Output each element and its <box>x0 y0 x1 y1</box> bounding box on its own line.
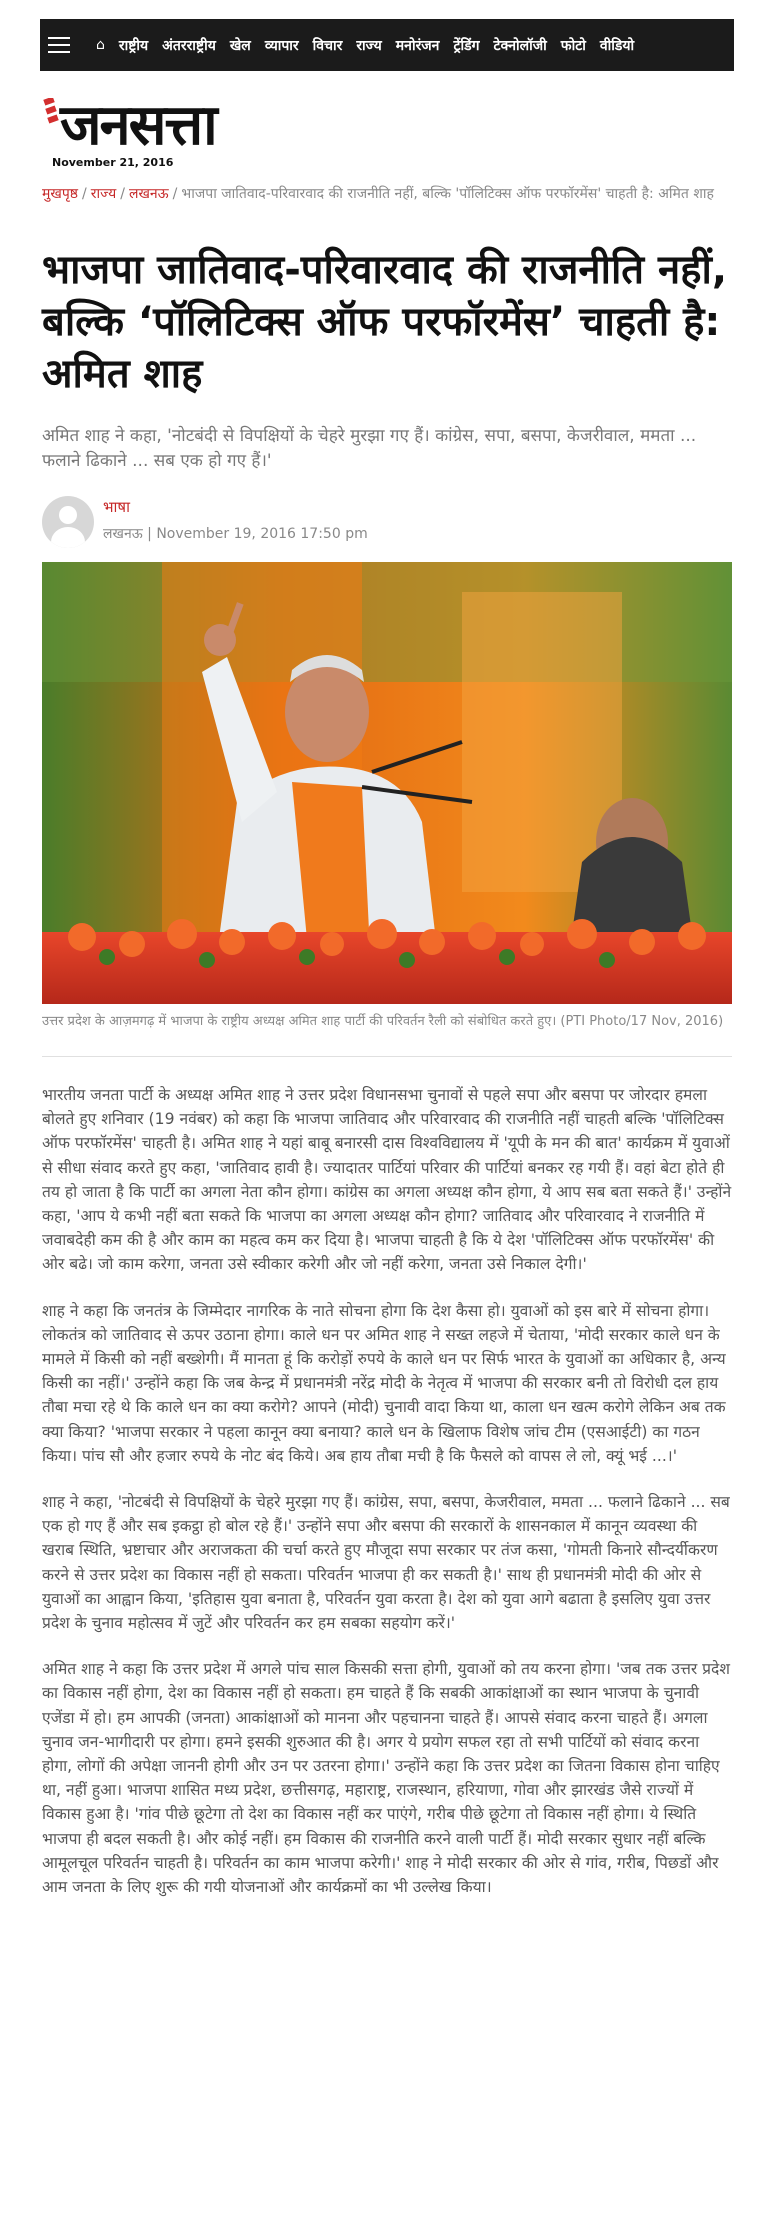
breadcrumb-home[interactable]: मुखपृष्ठ <box>42 186 79 202</box>
author-name[interactable]: भाषा <box>103 498 130 516</box>
article-body <box>42 1083 732 1921</box>
article-paragraph: भारतीय जनता पार्टी के अध्यक्ष अमित शाह ने उत्तर प्रदेश विधानसभा चुनावों से पहले सपा और बसपा पर जोरदार हमला बोलते हुए शनिवार (19 नवंबर) को कहा कि भाजपा जातिवाद और परिवारवाद की राजनीति नहीं चाहती बल्कि 'पॉलिटिक्स ऑफ परफॉरमेंस' चाहती है। अमित शाह ने यहां बाबू बनारसी दास विश्वविद्यालय में 'यूपी के मन की बात' कार्यक्रम में युवाओं से सीधा संवाद करते हुए कहा, 'जातिवाद हावी है। ज्यादातर पार्टियां परिवार की पार्टियां बनकर रह गयी हैं। वहां बेटा होते ही तय हो जाता है कि पार्टी का अगला नेता कौन होगा। कांग्रेस का अगला अध्यक्ष कौन होगा, ये आप सब बता सकते हैं।' उन्होंने कहा, 'आप ये कभी नहीं बता सकते कि भाजपा का अगला अध्यक्ष कौन होगा? जातिवाद और परिवारवाद ने राजनीति में जवाबदेही कम की है और काम का महत्व कम कर दिया है। भाजपा चाहती है कि ये देश 'पॉलिटिक्स ऑफ परफॉरमेंस' की ओर बढे। जो काम करेगा, जनता उसे स्वीकार करेगी और जो नहीं करेगा, जनता उसे निकाल देगी।' <box>42 1086 732 1274</box>
nav-item-state[interactable]: राज्य <box>356 37 382 54</box>
article-paragraph: शाह ने कहा कि जनतंत्र के जिम्मेदार नागरिक के नाते सोचना होगा कि देश कैसा हो। युवाओं को इस बारे में सोचना होगा। लोकतंत्र को जातिवाद से ऊपर उठाना होगा। काले धन पर अमित शाह ने सख्त लहजे में चेताया, 'मोदी सरकार काले धन के मामले में किसी को नहीं बख्शेगी। मैं मानता हूं कि करोड़ों रुपये के काले धन पर सिर्फ भारत के युवाओं का अधिकार है, अन्य किसी का नहीं।' उन्होंने कहा कि जब केन्द्र में प्रधानमंत्री नरेंद्र मोदी के नेतृत्व में भाजपा की सरकार बनी तो विरोधी दल हाय तौबा मचा रहे थे कि काले धन का क्या करोगे? आपने (मोदी) चुनावी वादा किया था, काला धन खत्म करोगे लेकिन अब तक क्या किया? 'भाजपा सरकार ने पहला कानून क्या बनाया? काले धन के खिलाफ विशेष जांच टीम (एसआईटी) का गठन किया। पांच सौ और हजार रुपये के नोट बंद किये। अब हाय तौबा मची है कि फैसले को वापस ले लो, क्यूं भई ...।' <box>42 1301 726 1465</box>
nav-item-photo[interactable]: फोटो <box>560 37 586 54</box>
nav-item-entertainment[interactable]: मनोरंजन <box>395 37 440 54</box>
article-summary: अमित शाह ने कहा, 'नोटबंदी से विपक्षियों के चेहरे मुरझा गए हैं। कांग्रेस, सपा, बसपा, केजरीवाल, ममता ... फलाने ढिकाने ... सब एक हो गए हैं।' <box>42 426 697 471</box>
article-dateline: लखनऊ | November 19, 2016 17:50 pm <box>103 526 368 542</box>
article-photo <box>42 562 732 1004</box>
photo-caption: उत्तर प्रदेश के आज़मगढ़ में भाजपा के राष्ट्रीय अध्यक्ष अमित शाह पार्टी की परिवर्तन रैली को संबोधित करते हुए। (PTI Photo/17 Nov, 2016) <box>42 1014 724 1029</box>
rally-photo-image <box>42 562 732 1004</box>
nav-item-video[interactable]: वीडियो <box>599 37 635 54</box>
logo-text: जनसत्ता <box>60 92 216 158</box>
nav-item-business[interactable]: व्यापार <box>264 37 299 54</box>
breadcrumb-current: भाजपा जातिवाद-परिवारवाद की राजनीति नहीं, बल्कि 'पॉलिटिक्स ऑफ परफॉरमेंस' चाहती है: अमित शाह <box>181 186 714 202</box>
article-paragraph: अमित शाह ने कहा कि उत्तर प्रदेश में अगले पांच साल किसकी सत्ता होगी, युवाओं को तय करना होगा। 'जब तक उत्तर प्रदेश का विकास नहीं होगा, देश का विकास नहीं हो सकता। हम चाहते हैं कि सबकी आकांक्षाओं का स्थान भाजपा के चुनावी एजेंडा में हो। हम आपकी (जनता) आकांक्षाओं को मानना और पहचानना चाहते हैं। आपसे संवाद करना चाहते हैं। अगला चुनाव जन-भागीदारी पर होगा। हमने इसकी शुरुआत की है। अगर ये प्रयोग सफल रहा तो सभी पार्टियों को संवाद करना होगा, लोगों की अपेक्षा जाननी होगी और उन पर उतरना होगा।' उन्होंने कहा कि उत्तर प्रदेश का जितना विकास होना चाहिए था, नहीं हुआ। भाजपा शासित मध्य प्रदेश, छत्तीसगढ़, महाराष्ट्र, राजस्थान, हरियाणा, गोवा और झारखंड जैसे राज्यों में विकास हुआ है। 'गांव पीछे छूटेगा तो देश का विकास नहीं कर पाएंगे, गरीब पीछे छूटेगा तो विकास नहीं होगा। ये स्थिति भाजपा ही बदल सकती है। और कोई नहीं। हम विकास की राजनीति करने वाली पार्टी हैं। मोदी सरकार सुधार नहीं बल्कि आमूलचूल परिवर्तन चाहती है। परिवर्तन का काम भाजपा करेगी।' शाह ने मोदी सरकार की ओर से गांव, गरीब, पिछडों और आम जनता के लिए शुरू की गयी योजनाओं और कार्यक्रमों का भी उल्लेख किया। <box>42 1660 730 1897</box>
breadcrumb-separator: / <box>120 186 125 202</box>
nav-item-trending[interactable]: ट्रेंडिंग <box>453 37 480 54</box>
divider <box>42 1056 732 1057</box>
author-avatar <box>42 496 94 548</box>
nav-item-opinion[interactable]: विचार <box>312 37 343 54</box>
breadcrumb-state[interactable]: राज्य <box>90 186 117 202</box>
nav-item-sports[interactable]: खेल <box>229 37 251 54</box>
breadcrumb-separator: / <box>82 186 87 202</box>
nav-item-technology[interactable]: टेक्नोलॉजी <box>493 37 547 54</box>
home-icon[interactable]: ⌂ <box>96 37 105 53</box>
nav-item-international[interactable]: अंतरराष्ट्रीय <box>162 37 216 54</box>
top-navigation <box>40 19 734 71</box>
menu-icon[interactable] <box>48 37 70 53</box>
breadcrumb-separator: / <box>172 186 178 202</box>
nav-item-national[interactable]: राष्ट्रीय <box>118 37 149 54</box>
article-paragraph: शाह ने कहा, 'नोटबंदी से विपक्षियों के चेहरे मुरझा गए हैं। कांग्रेस, सपा, बसपा, केजरीवाल, ममता ... फलाने ढिकाने ... सब एक हो गए हैं और सब इकट्ठा हो बोल रहे हैं।' उन्होंने सपा और बसपा की सरकारों के शासनकाल में कानून व्यवस्था की खराब स्थिति, भ्रष्टाचार और अराजकता की चर्चा करते हुए मौजूदा सपा सरकार पर तंज कसा, 'गोमती किनारे सौन्दर्यीकरण करने से उत्तर प्रदेश का विकास नहीं हो सकता। परिवर्तन भाजपा ही कर सकती है।' साथ ही प्रधानमंत्री मोदी की ओर से युवाओं का आह्वान किया, 'इतिहास युवा बनाता है, परिवर्तन युवा करता है। देश को युवा आगे बढाता है इसलिए युवा उत्तर प्रदेश के चुनाव महोत्सव में जुटें और परिवर्तन कर हम सबका सहयोग करें।' <box>42 1493 730 1633</box>
article-headline: भाजपा जातिवाद-परिवारवाद की राजनीति नहीं, बल्कि ‘पॉलिटिक्स ऑफ परफॉरमेंस’ चाहती है: अमित शाह <box>42 247 728 397</box>
nav-items <box>119 36 648 55</box>
breadcrumb-city[interactable]: लखनऊ <box>128 186 169 202</box>
logo-mark-icon <box>42 98 60 128</box>
breadcrumb <box>42 183 732 205</box>
edition-date: November 21, 2016 <box>52 156 174 169</box>
